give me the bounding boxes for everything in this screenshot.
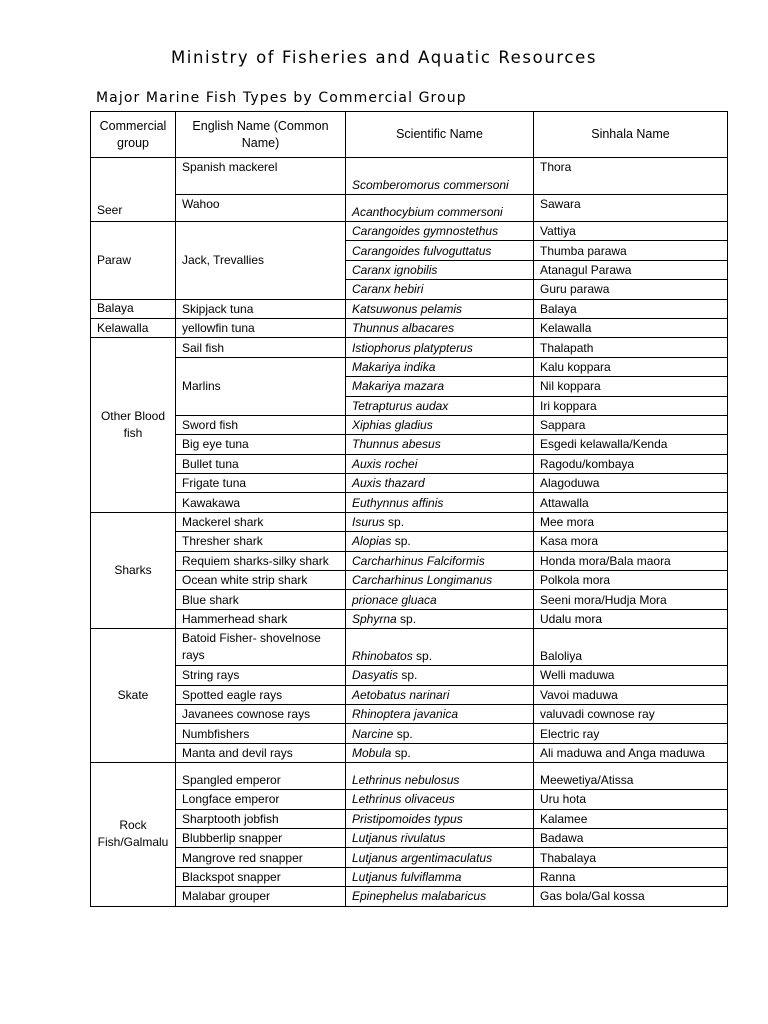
table-row [91, 867, 728, 886]
table-row [91, 724, 728, 743]
sinhala-name-cell: Baloliya [534, 629, 728, 666]
scientific-name-cell: Caranx ignobilis [346, 260, 534, 279]
group-cell: Skate [91, 629, 176, 763]
group-cell: Kelawalla [91, 318, 176, 337]
scientific-name-cell: Acanthocybium commersoni [346, 195, 534, 222]
sinhala-name-cell: Guru parawa [534, 280, 728, 299]
table-row [91, 590, 728, 609]
sinhala-name-cell: Kasa mora [534, 532, 728, 551]
sinhala-name-cell: Nil koppara [534, 377, 728, 396]
sinhala-name-cell: Electric ray [534, 724, 728, 743]
english-name-cell: Wahoo [176, 195, 346, 222]
group-cell: Paraw [91, 222, 176, 300]
scientific-name-cell: Xiphias gladius [346, 415, 534, 434]
english-name-cell: Spotted eagle rays [176, 685, 346, 704]
scientific-name-cell: Caranx hebiri [346, 280, 534, 299]
sinhala-name-cell: Welli maduwa [534, 666, 728, 685]
english-name-cell: Blue shark [176, 590, 346, 609]
english-name-cell: Sail fish [176, 338, 346, 357]
scientific-name-cell: Lethrinus nebulosus [346, 763, 534, 790]
english-name-cell: Marlins [176, 357, 346, 415]
english-name-cell: Batoid Fisher- shovelnose rays [176, 629, 346, 666]
scientific-name-cell: Sphyrna sp. [346, 609, 534, 628]
sinhala-name-cell: Polkola mora [534, 571, 728, 590]
scientific-name-cell: Rhinoptera javanica [346, 704, 534, 723]
sinhala-name-cell: Alagoduwa [534, 474, 728, 493]
english-name-cell: String rays [176, 666, 346, 685]
scientific-name-cell: Epinephelus malabaricus [346, 887, 534, 906]
sinhala-name-cell: Balaya [534, 299, 728, 318]
english-name-cell: Big eye tuna [176, 435, 346, 454]
sinhala-name-cell: Uru hota [534, 790, 728, 809]
table-row [91, 763, 728, 790]
scientific-name-cell: Carcharhinus Falciformis [346, 551, 534, 570]
table-row [91, 532, 728, 551]
table-row [91, 887, 728, 906]
sinhala-name-cell: Thalapath [534, 338, 728, 357]
english-name-cell: Numbfishers [176, 724, 346, 743]
table-row [91, 318, 728, 337]
table-row [91, 158, 728, 195]
english-name-cell: Longface emperor [176, 790, 346, 809]
sinhala-name-cell: Ragodu/kombaya [534, 454, 728, 473]
table-row [91, 743, 728, 762]
group-cell: Other Blood fish [91, 338, 176, 513]
table-row [91, 609, 728, 628]
table-row [91, 222, 728, 241]
table-row [91, 357, 728, 376]
sinhala-name-cell: Mee mora [534, 512, 728, 531]
document-title: Ministry of Fisheries and Aquatic Resources [170, 48, 598, 67]
sinhala-name-cell: Attawalla [534, 493, 728, 512]
group-cell: Rock Fish/Galmalu [91, 763, 176, 906]
sinhala-name-cell: Iri koppara [534, 396, 728, 415]
english-name-cell: yellowfin tuna [176, 318, 346, 337]
sinhala-name-cell: Meewetiya/Atissa [534, 763, 728, 790]
sinhala-name-cell: Badawa [534, 828, 728, 847]
header-commercial-group: Commercial group [91, 112, 176, 158]
table-row [91, 828, 728, 847]
sinhala-name-cell: Thabalaya [534, 848, 728, 867]
scientific-name-cell: Rhinobatos sp. [346, 629, 534, 666]
scientific-name-cell: Katsuwonus pelamis [346, 299, 534, 318]
table-subtitle: Major Marine Fish Types by Commercial Group [96, 90, 467, 106]
table-row [91, 551, 728, 570]
table-row [91, 338, 728, 357]
english-name-cell: Manta and devil rays [176, 743, 346, 762]
scientific-name-cell: Euthynnus affinis [346, 493, 534, 512]
header-sinhala-name: Sinhala Name [534, 112, 728, 158]
group-cell: Seer [91, 158, 176, 222]
scientific-name-cell: Auxis rochei [346, 454, 534, 473]
scientific-name-cell: Lethrinus olivaceus [346, 790, 534, 809]
scientific-name-cell: Carangoides gymnostethus [346, 222, 534, 241]
scientific-name-cell: prionace gluaca [346, 590, 534, 609]
english-name-cell: Thresher shark [176, 532, 346, 551]
table-row [91, 790, 728, 809]
sinhala-name-cell: Atanagul Parawa [534, 260, 728, 279]
sinhala-name-cell: Thora [534, 158, 728, 195]
table-row [91, 629, 728, 666]
english-name-cell: Hammerhead shark [176, 609, 346, 628]
scientific-name-cell: Tetrapturus audax [346, 396, 534, 415]
scientific-name-cell: Lutjanus argentimaculatus [346, 848, 534, 867]
scientific-name-cell: Dasyatis sp. [346, 666, 534, 685]
sinhala-name-cell: Kelawalla [534, 318, 728, 337]
sinhala-name-cell: valuvadi cownose ray [534, 704, 728, 723]
scientific-name-cell: Lutjanus fulviflamma [346, 867, 534, 886]
fish-types-table [90, 111, 728, 907]
table-row [91, 435, 728, 454]
sinhala-name-cell: Vavoi maduwa [534, 685, 728, 704]
english-name-cell: Mangrove red snapper [176, 848, 346, 867]
sinhala-name-cell: Honda mora/Bala maora [534, 551, 728, 570]
table-row [91, 512, 728, 531]
table-row [91, 474, 728, 493]
group-cell: Balaya [91, 299, 176, 318]
table-row [91, 809, 728, 828]
sinhala-name-cell: Esgedi kelawalla/Kenda [534, 435, 728, 454]
english-name-cell: Requiem sharks-silky shark [176, 551, 346, 570]
sinhala-name-cell: Sawara [534, 195, 728, 222]
sinhala-name-cell: Udalu mora [534, 609, 728, 628]
english-name-cell: Ocean white strip shark [176, 571, 346, 590]
scientific-name-cell: Istiophorus platypterus [346, 338, 534, 357]
scientific-name-cell: Makariya indika [346, 357, 534, 376]
scientific-name-cell: Carcharhinus Longimanus [346, 571, 534, 590]
scientific-name-cell: Alopias sp. [346, 532, 534, 551]
sinhala-name-cell: Seeni mora/Hudja Mora [534, 590, 728, 609]
scientific-name-cell: Thunnus albacares [346, 318, 534, 337]
header-english-name: English Name (Common Name) [176, 112, 346, 158]
english-name-cell: Kawakawa [176, 493, 346, 512]
english-name-cell: Sharptooth jobfish [176, 809, 346, 828]
english-name-cell: Bullet tuna [176, 454, 346, 473]
table-row [91, 848, 728, 867]
sinhala-name-cell: Thumba parawa [534, 241, 728, 260]
sinhala-name-cell: Vattiya [534, 222, 728, 241]
scientific-name-cell: Thunnus abesus [346, 435, 534, 454]
scientific-name-cell: Scomberomorus commersoni [346, 158, 534, 195]
table-header-row [91, 112, 728, 158]
sinhala-name-cell: Ali maduwa and Anga maduwa [534, 743, 728, 762]
table-row [91, 493, 728, 512]
sinhala-name-cell: Gas bola/Gal kossa [534, 887, 728, 906]
scientific-name-cell: Makariya mazara [346, 377, 534, 396]
english-name-cell: Jack, Trevallies [176, 222, 346, 300]
table-row [91, 571, 728, 590]
sinhala-name-cell: Sappara [534, 415, 728, 434]
scientific-name-cell: Narcine sp. [346, 724, 534, 743]
table-row [91, 299, 728, 318]
english-name-cell: Skipjack tuna [176, 299, 346, 318]
english-name-cell: Blackspot snapper [176, 867, 346, 886]
english-name-cell: Malabar grouper [176, 887, 346, 906]
scientific-name-cell: Carangoides fulvoguttatus [346, 241, 534, 260]
english-name-cell: Spangled emperor [176, 763, 346, 790]
sinhala-name-cell: Kalamee [534, 809, 728, 828]
scientific-name-cell: Lutjanus rivulatus [346, 828, 534, 847]
scientific-name-cell: Mobula sp. [346, 743, 534, 762]
header-scientific-name: Scientific Name [346, 112, 534, 158]
sinhala-name-cell: Kalu koppara [534, 357, 728, 376]
scientific-name-cell: Aetobatus narinari [346, 685, 534, 704]
scientific-name-cell: Auxis thazard [346, 474, 534, 493]
table-row [91, 454, 728, 473]
english-name-cell: Mackerel shark [176, 512, 346, 531]
scientific-name-cell: Pristipomoides typus [346, 809, 534, 828]
sinhala-name-cell: Ranna [534, 867, 728, 886]
english-name-cell: Blubberlip snapper [176, 828, 346, 847]
english-name-cell: Frigate tuna [176, 474, 346, 493]
scientific-name-cell: Isurus sp. [346, 512, 534, 531]
table-row [91, 685, 728, 704]
english-name-cell: Sword fish [176, 415, 346, 434]
group-cell: Sharks [91, 512, 176, 628]
table-row [91, 195, 728, 222]
english-name-cell: Spanish mackerel [176, 158, 346, 195]
table-row [91, 666, 728, 685]
english-name-cell: Javanees cownose rays [176, 704, 346, 723]
table-row [91, 704, 728, 723]
table-row [91, 415, 728, 434]
